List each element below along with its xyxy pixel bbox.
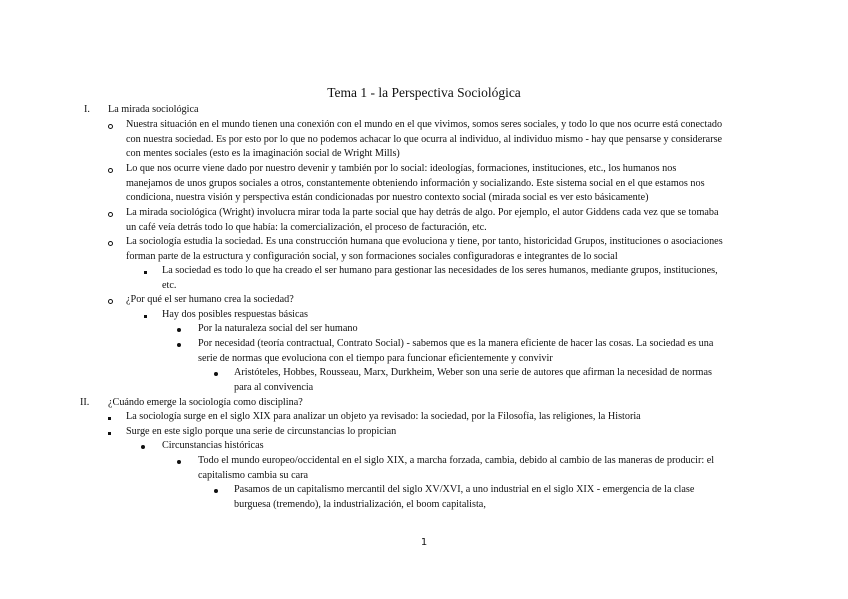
list-item: Nuestra situación en el mundo tienen una conexión con el mundo en el que vivimos, somos seres sociales, y todo lo que nos ocurre está conectado con nuestra sociedad. Es por esto por lo que no podemos achacar lo que ocurra al individuo, al individuo mismo - hay que pensarse y considerarse con mentes sociales (esto es la imaginación social de Wright Mills)	[126, 119, 723, 160]
list-item: La sociología surge en el siglo XIX para analizar un objeto ya revisado: la sociedad, por la Filosofía, las religiones, la Historia	[126, 411, 641, 422]
section-heading: La mirada sociológica	[108, 104, 199, 115]
bullet-dot-icon	[177, 460, 181, 464]
bullet-dot-icon	[141, 445, 145, 449]
list-item: ¿Por qué el ser humano crea la sociedad?	[126, 294, 294, 305]
section-heading: ¿Cuándo emerge la sociología como disciplina?	[108, 397, 303, 408]
list-item: La sociología estudia la sociedad. Es una construcción humana que evoluciona y tiene, por tanto, historicidad Grupos, instituciones o asociaciones forman parte de la estructura y configuración social, y son formaciones sociales configuradoras e integrantes de lo social	[126, 236, 723, 262]
bullet-circle-icon	[108, 241, 113, 246]
bullet-dot-icon	[177, 343, 181, 347]
list-item: Circunstancias históricas	[162, 440, 264, 451]
bullet-square-icon	[144, 315, 147, 318]
page-title: Tema 1 - la Perspectiva Sociológica	[327, 85, 521, 100]
bullet-dot-icon	[214, 372, 218, 376]
list-item: Por la naturaleza social del ser humano	[198, 323, 358, 334]
bullet-circle-icon	[108, 168, 113, 173]
list-item: Todo el mundo europeo/occidental en el siglo XIX, a marcha forzada, cambia, debido al cambio de las maneras de producir: el capitalismo cambia su cara	[198, 455, 715, 481]
list-item: Por necesidad (teoría contractual, Contrato Social) - sabemos que es la manera eficiente de hacer las cosas. La sociedad es una serie de normas que evoluciona con el tiempo para funcionar eficientemente y convivir	[198, 338, 714, 364]
bullet-circle-icon	[108, 212, 113, 217]
bullet-square-icon	[108, 432, 111, 435]
list-item: La mirada sociológica (Wright) involucra mirar toda la parte social que hay detrás de algo. Por ejemplo, el autor Giddens cada vez que se tomaba un café veía detrás todo lo que había: la comercialización, el proceso de facturación, etc.	[126, 207, 719, 233]
list-item: Aristóteles, Hobbes, Rousseau, Marx, Durkheim, Weber son una serie de autores que afirman la necesidad de normas para al convivencia	[234, 367, 712, 393]
section-numeral: II.	[80, 397, 90, 408]
section-numeral: I.	[84, 104, 90, 115]
bullet-circle-icon	[108, 124, 113, 129]
list-item: Lo que nos ocurre viene dado por nuestro devenir y también por lo social: ideologías, formaciones, instituciones, etc., los humanos nos manejamos de unos grupos sociales a otros, constantemente obteniendo información y socializando. Este sistema social en el que estamos nos condiciona, nuestra visión y perspectiva están condicionadas por nuestro contexto social (mirada social es ver esto básicamente)	[126, 163, 705, 204]
list-item: La sociedad es todo lo que ha creado el ser humano para gestionar las necesidades de los seres humanos, mediante grupos, instituciones, etc.	[162, 265, 718, 291]
page-number: 1	[420, 537, 428, 548]
list-item: Hay dos posibles respuestas básicas	[162, 309, 308, 320]
bullet-dot-icon	[177, 328, 181, 332]
bullet-square-icon	[108, 417, 111, 420]
bullet-dot-icon	[214, 489, 218, 493]
list-item: Pasamos de un capitalismo mercantil del siglo XV/XVI, a uno industrial en el siglo XIX - emergencia de la clase burguesa (tremendo), la industrialización, el boom capitalista,	[234, 484, 695, 510]
bullet-square-icon	[144, 271, 147, 274]
bullet-circle-icon	[108, 299, 113, 304]
list-item: Surge en este siglo porque una serie de circunstancias lo propician	[126, 426, 397, 437]
